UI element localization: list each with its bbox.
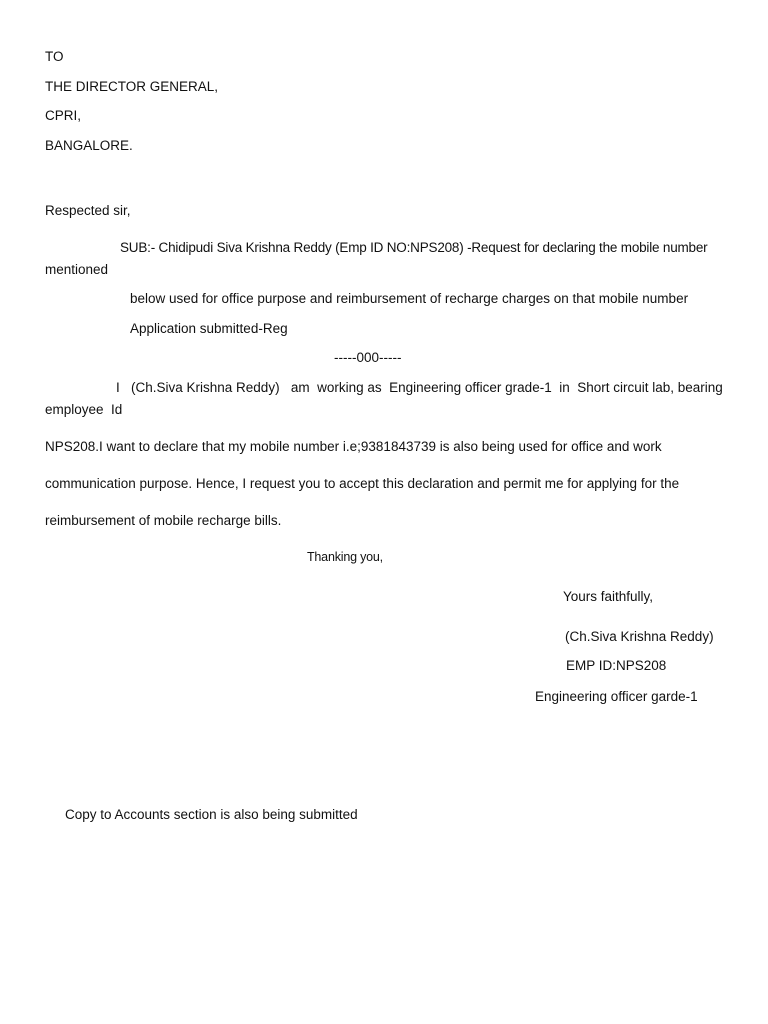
signature-name: (Ch.Siva Krishna Reddy) bbox=[565, 629, 714, 644]
address-city: BANGALORE. bbox=[45, 138, 133, 153]
copy-note: Copy to Accounts section is also being submitted bbox=[65, 807, 358, 822]
address-org: CPRI, bbox=[45, 108, 82, 123]
closing-yours: Yours faithfully, bbox=[563, 589, 654, 604]
signature-emp-id: EMP ID:NPS208 bbox=[566, 658, 667, 673]
body-line-1-wrap: employee Id bbox=[45, 402, 123, 417]
closing-thanks: Thanking you, bbox=[307, 550, 383, 564]
address-recipient: THE DIRECTOR GENERAL, bbox=[45, 79, 219, 94]
signature-designation: Engineering officer garde-1 bbox=[535, 689, 698, 704]
salutation: Respected sir, bbox=[45, 203, 131, 218]
body-line-2: NPS208.I want to declare that my mobile number i.e;9381843739 is also being used for office and work bbox=[45, 439, 662, 454]
body-line-4: reimbursement of mobile recharge bills. bbox=[45, 513, 282, 528]
subject-line-3: Application submitted-Reg bbox=[130, 321, 288, 336]
subject-line-1: SUB:- Chidipudi Siva Krishna Reddy (Emp ID NO:NPS208) -Request for declaring the mobile number bbox=[120, 240, 708, 255]
subject-line-2: below used for office purpose and reimbursement of recharge charges on that mobile number bbox=[130, 291, 689, 306]
subject-line-1-wrap: mentioned bbox=[45, 262, 109, 277]
address-to: TO bbox=[45, 49, 64, 64]
body-line-3: communication purpose. Hence, I request you to accept this declaration and permit me for applying for the bbox=[45, 476, 680, 491]
body-line-1: I (Ch.Siva Krishna Reddy) am working as Engineering officer grade-1 in Short circuit lab, bearing bbox=[116, 380, 723, 395]
separator: -----000----- bbox=[334, 350, 402, 365]
